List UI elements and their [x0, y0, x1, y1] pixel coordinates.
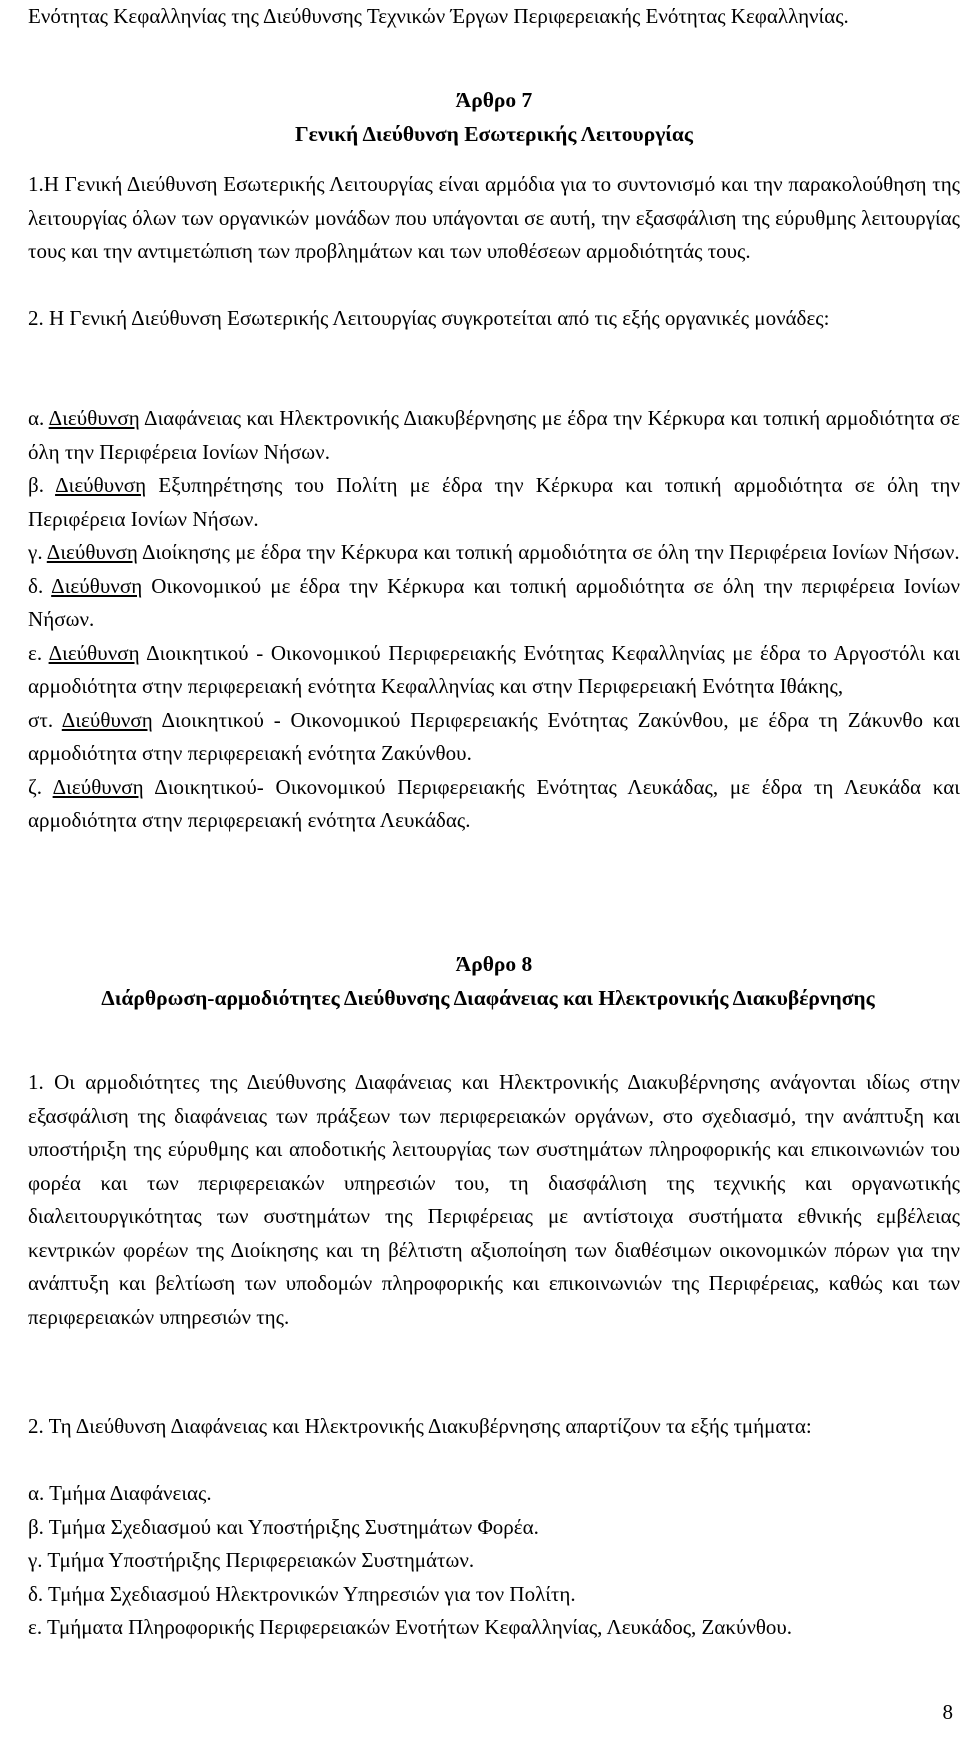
unit-item-a: α. Διεύθυνση Διαφάνειας και Ηλεκτρονικής Διακυβέρνησης με έδρα την Κέρκυρα και τοπική αρμοδιότητα σε όλη την Περιφέρεια Ιονίων Νήσων.: [28, 406, 960, 464]
unit-item-b: β. Διεύθυνση Εξυπηρέτησης του Πολίτη με έδρα την Κέρκυρα και τοπική αρμοδιότητα σε όλη την Περιφέρεια Ιονίων Νήσων.: [28, 473, 960, 531]
article-7-unit-list: [28, 402, 960, 838]
section-item: γ. Τμήμα Υποστήριξης Περιφερειακών Συστημάτων.: [28, 1548, 475, 1572]
article-8-section-list: [28, 1477, 960, 1645]
section-item: β. Τμήμα Σχεδιασμού και Υποστήριξης Συστημάτων Φορέα.: [28, 1514, 539, 1539]
article-8-heading: Άρθρο 8: [455, 952, 533, 976]
article-8-paragraph-2: 2. Τη Διεύθυνση Διαφάνειας και Ηλεκτρονικής Διακυβέρνησης απαρτίζουν τα εξής τμήματα:: [28, 1414, 812, 1438]
section-item: α. Τμήμα Διαφάνειας.: [28, 1481, 212, 1505]
unit-item-e: ε. Διεύθυνση Διοικητικού - Οικονομικού Περιφερειακής Ενότητας Κεφαλληνίας με έδρα το Αργοστόλι και αρμοδιότητα στην περιφερειακή ενότητα Κεφαλληνίας και στην Περιφερειακή Ενότητα Ιθάκης,: [28, 640, 960, 698]
unit-item-c: γ. Διεύθυνση Διοίκησης με έδρα την Κέρκυρα και τοπική αρμοδιότητα σε όλη την Περιφέρεια Ιονίων Νήσων.: [28, 540, 960, 564]
page-number: 8: [942, 1700, 953, 1724]
article-8-title: Διάρθρωση-αρμοδιότητες Διεύθυνσης Διαφάνειας και Ηλεκτρονικής Διακυβέρνησης: [101, 986, 875, 1010]
unit-item-z: ζ. Διεύθυνση Διοικητικού- Οικονομικού Περιφερειακής Ενότητας Λευκάδας, με έδρα τη Λευκάδα και αρμοδιότητα στην περιφερειακή ενότητα Λευκάδας.: [28, 774, 960, 832]
section-item: ε. Τμήματα Πληροφορικής Περιφερειακών Ενοτήτων Κεφαλληνίας, Λευκάδος, Ζακύνθου.: [28, 1615, 793, 1639]
article-7-paragraph-2: 2. Η Γενική Διεύθυνση Εσωτερικής Λειτουργίας συγκροτείται από τις εξής οργανικές μονάδες:: [28, 306, 830, 330]
article-7-title: Γενική Διεύθυνση Εσωτερικής Λειτουργίας: [294, 122, 694, 146]
intro-paragraph: Ενότητας Κεφαλληνίας της Διεύθυνσης Τεχνικών Έργων Περιφερειακής Ενότητας Κεφαλληνίας.: [28, 4, 849, 28]
unit-item-st: στ. Διεύθυνση Διοικητικού - Οικονομικού Περιφερειακής Ενότητας Ζακύνθου, με έδρα τη Ζάκυνθο και αρμοδιότητα στην περιφερειακή ενότητα Ζακύνθου.: [28, 707, 960, 765]
article-7-heading: Άρθρο 7: [455, 88, 533, 112]
article-7-paragraph-1: 1.Η Γενική Διεύθυνση Εσωτερικής Λειτουργίας είναι αρμόδια για το συντονισμό και την παρακολούθηση της λειτουργίας όλων των οργανικών μονάδων που υπάγονται σε αυτή, την εξασφάλιση της εύρυθμης λειτουργίας τους και την αντιμετώπιση των προβλημάτων και των υποθέσεων αρμοδιότητάς τους.: [28, 172, 960, 263]
article-8-paragraph-1: 1. Οι αρμοδιότητες της Διεύθυνσης Διαφάνειας και Ηλεκτρονικής Διακυβέρνησης ανάγονται ιδίως στην εξασφάλιση της διαφάνειας των πράξεων των περιφερειακών οργάνων, στο σχεδιασμό, την ανάπτυξη και υποστήριξη της εύρυθμης και αποδοτικής λειτουργίας των συστημάτων πληροφορικής και επικοινωνιών του φορέα και των περιφερειακών υπηρεσιών του, τη διασφάλιση της τεχνικής και οργανωτικής διαλειτουργικότητας των συστημάτων της Περιφέρειας με αντίστοιχα συστήματα εθνικής εμβέλειας κεντρικών φορέων της Διοίκησης και τη βέλτιστη αξιοποίηση των διαθέσιμων οικονομικών πόρων για την ανάπτυξη και βελτίωση των υποδομών πληροφορικής και επικοινωνιών της Περιφέρειας, καθώς και των περιφερειακών υπηρεσιών της.: [28, 1070, 960, 1329]
section-item: δ. Τμήμα Σχεδιασμού Ηλεκτρονικών Υπηρεσιών για τον Πολίτη.: [28, 1581, 576, 1606]
unit-item-d: δ. Διεύθυνση Οικονομικού με έδρα την Κέρκυρα και τοπική αρμοδιότητα σε όλη την περιφέρεια Ιονίων Νήσων.: [28, 573, 960, 631]
